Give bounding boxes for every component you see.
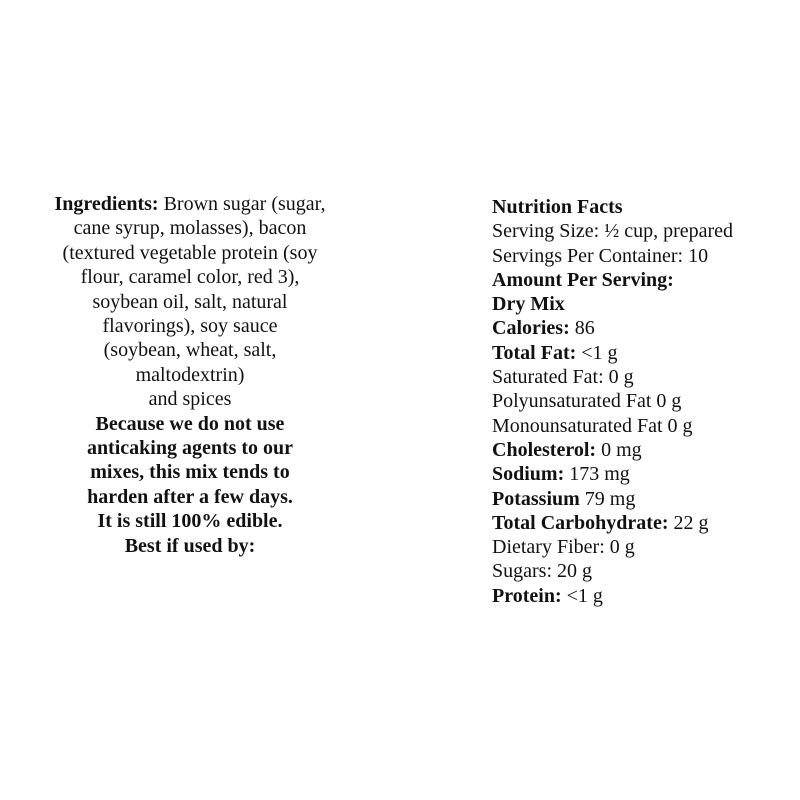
cholesterol-label: Cholesterol: (492, 438, 597, 461)
ingredients-label: Ingredients: (54, 193, 159, 215)
ingredients-line: flour, caramel color, red 3), (80, 266, 300, 289)
protein-value: <1 g (561, 584, 603, 607)
nutrition-title: Nutrition Facts (492, 196, 623, 218)
sodium-label: Sodium: (492, 463, 565, 486)
ingredients-line: soybean oil, salt, natural (92, 290, 288, 313)
potassium-value: 79 mg (579, 487, 636, 510)
ingredients-line: cane syrup, molasses), bacon (73, 217, 307, 240)
best-if-used-by (30, 534, 350, 558)
servings-per-container: Servings Per Container: 10 (492, 244, 709, 267)
sugars-row: Sugars: 20 g (492, 560, 592, 583)
ingredients-line: (soybean, wheat, salt, (103, 339, 277, 362)
notice-line: Because we do not use (95, 412, 285, 435)
best-by-label: Best if used by: (124, 534, 256, 557)
cholesterol-row (492, 438, 792, 462)
ingredients-panel (30, 192, 350, 558)
notice-line: It is still 100% edible. (97, 510, 283, 533)
ingredients-line: (textured vegetable protein (soy (62, 241, 318, 264)
total-carbohydrate-label: Total Carbohydrate: (492, 511, 669, 534)
ingredients-line: maltodextrin) (135, 363, 245, 386)
protein-label: Protein: (492, 584, 562, 607)
notice-line: harden after a few days. (87, 485, 293, 508)
sodium-value: 173 mg (564, 463, 630, 486)
polyunsaturated-fat-row: Polyunsaturated Fat 0 g (492, 390, 682, 413)
amount-per-serving: Amount Per Serving: (492, 268, 674, 291)
monounsaturated-fat-row: Monounsaturated Fat 0 g (492, 414, 693, 437)
calories-value: 86 (569, 317, 595, 340)
ingredients-line: and spices (148, 388, 232, 411)
ingredients-line (30, 192, 350, 216)
nutrition-facts-panel (492, 195, 792, 608)
total-carbohydrate-row (492, 511, 792, 535)
total-fat-row (492, 341, 792, 365)
cholesterol-value: 0 mg (596, 438, 642, 461)
total-carbohydrate-value: 22 g (668, 511, 709, 534)
potassium-row (492, 487, 792, 511)
serving-size: Serving Size: ½ cup, prepared (492, 220, 734, 243)
ingredients-text: Brown sugar (sugar, (158, 193, 326, 215)
saturated-fat-row: Saturated Fat: 0 g (492, 366, 634, 389)
calories-row (492, 316, 792, 340)
ingredients-block (30, 192, 350, 412)
notice-line: anticaking agents to our (86, 437, 294, 460)
protein-row (492, 584, 792, 608)
anticaking-notice (30, 412, 350, 534)
total-fat-value: <1 g (576, 341, 618, 364)
dietary-fiber-row: Dietary Fiber: 0 g (492, 536, 635, 559)
total-fat-label: Total Fat: (492, 341, 577, 364)
sodium-row (492, 462, 792, 486)
notice-line: mixes, this mix tends to (90, 461, 290, 484)
dry-mix-heading: Dry Mix (492, 293, 565, 316)
ingredients-line: flavorings), soy sauce (102, 315, 278, 338)
calories-label: Calories: (492, 317, 570, 340)
potassium-label: Potassium (492, 487, 580, 510)
